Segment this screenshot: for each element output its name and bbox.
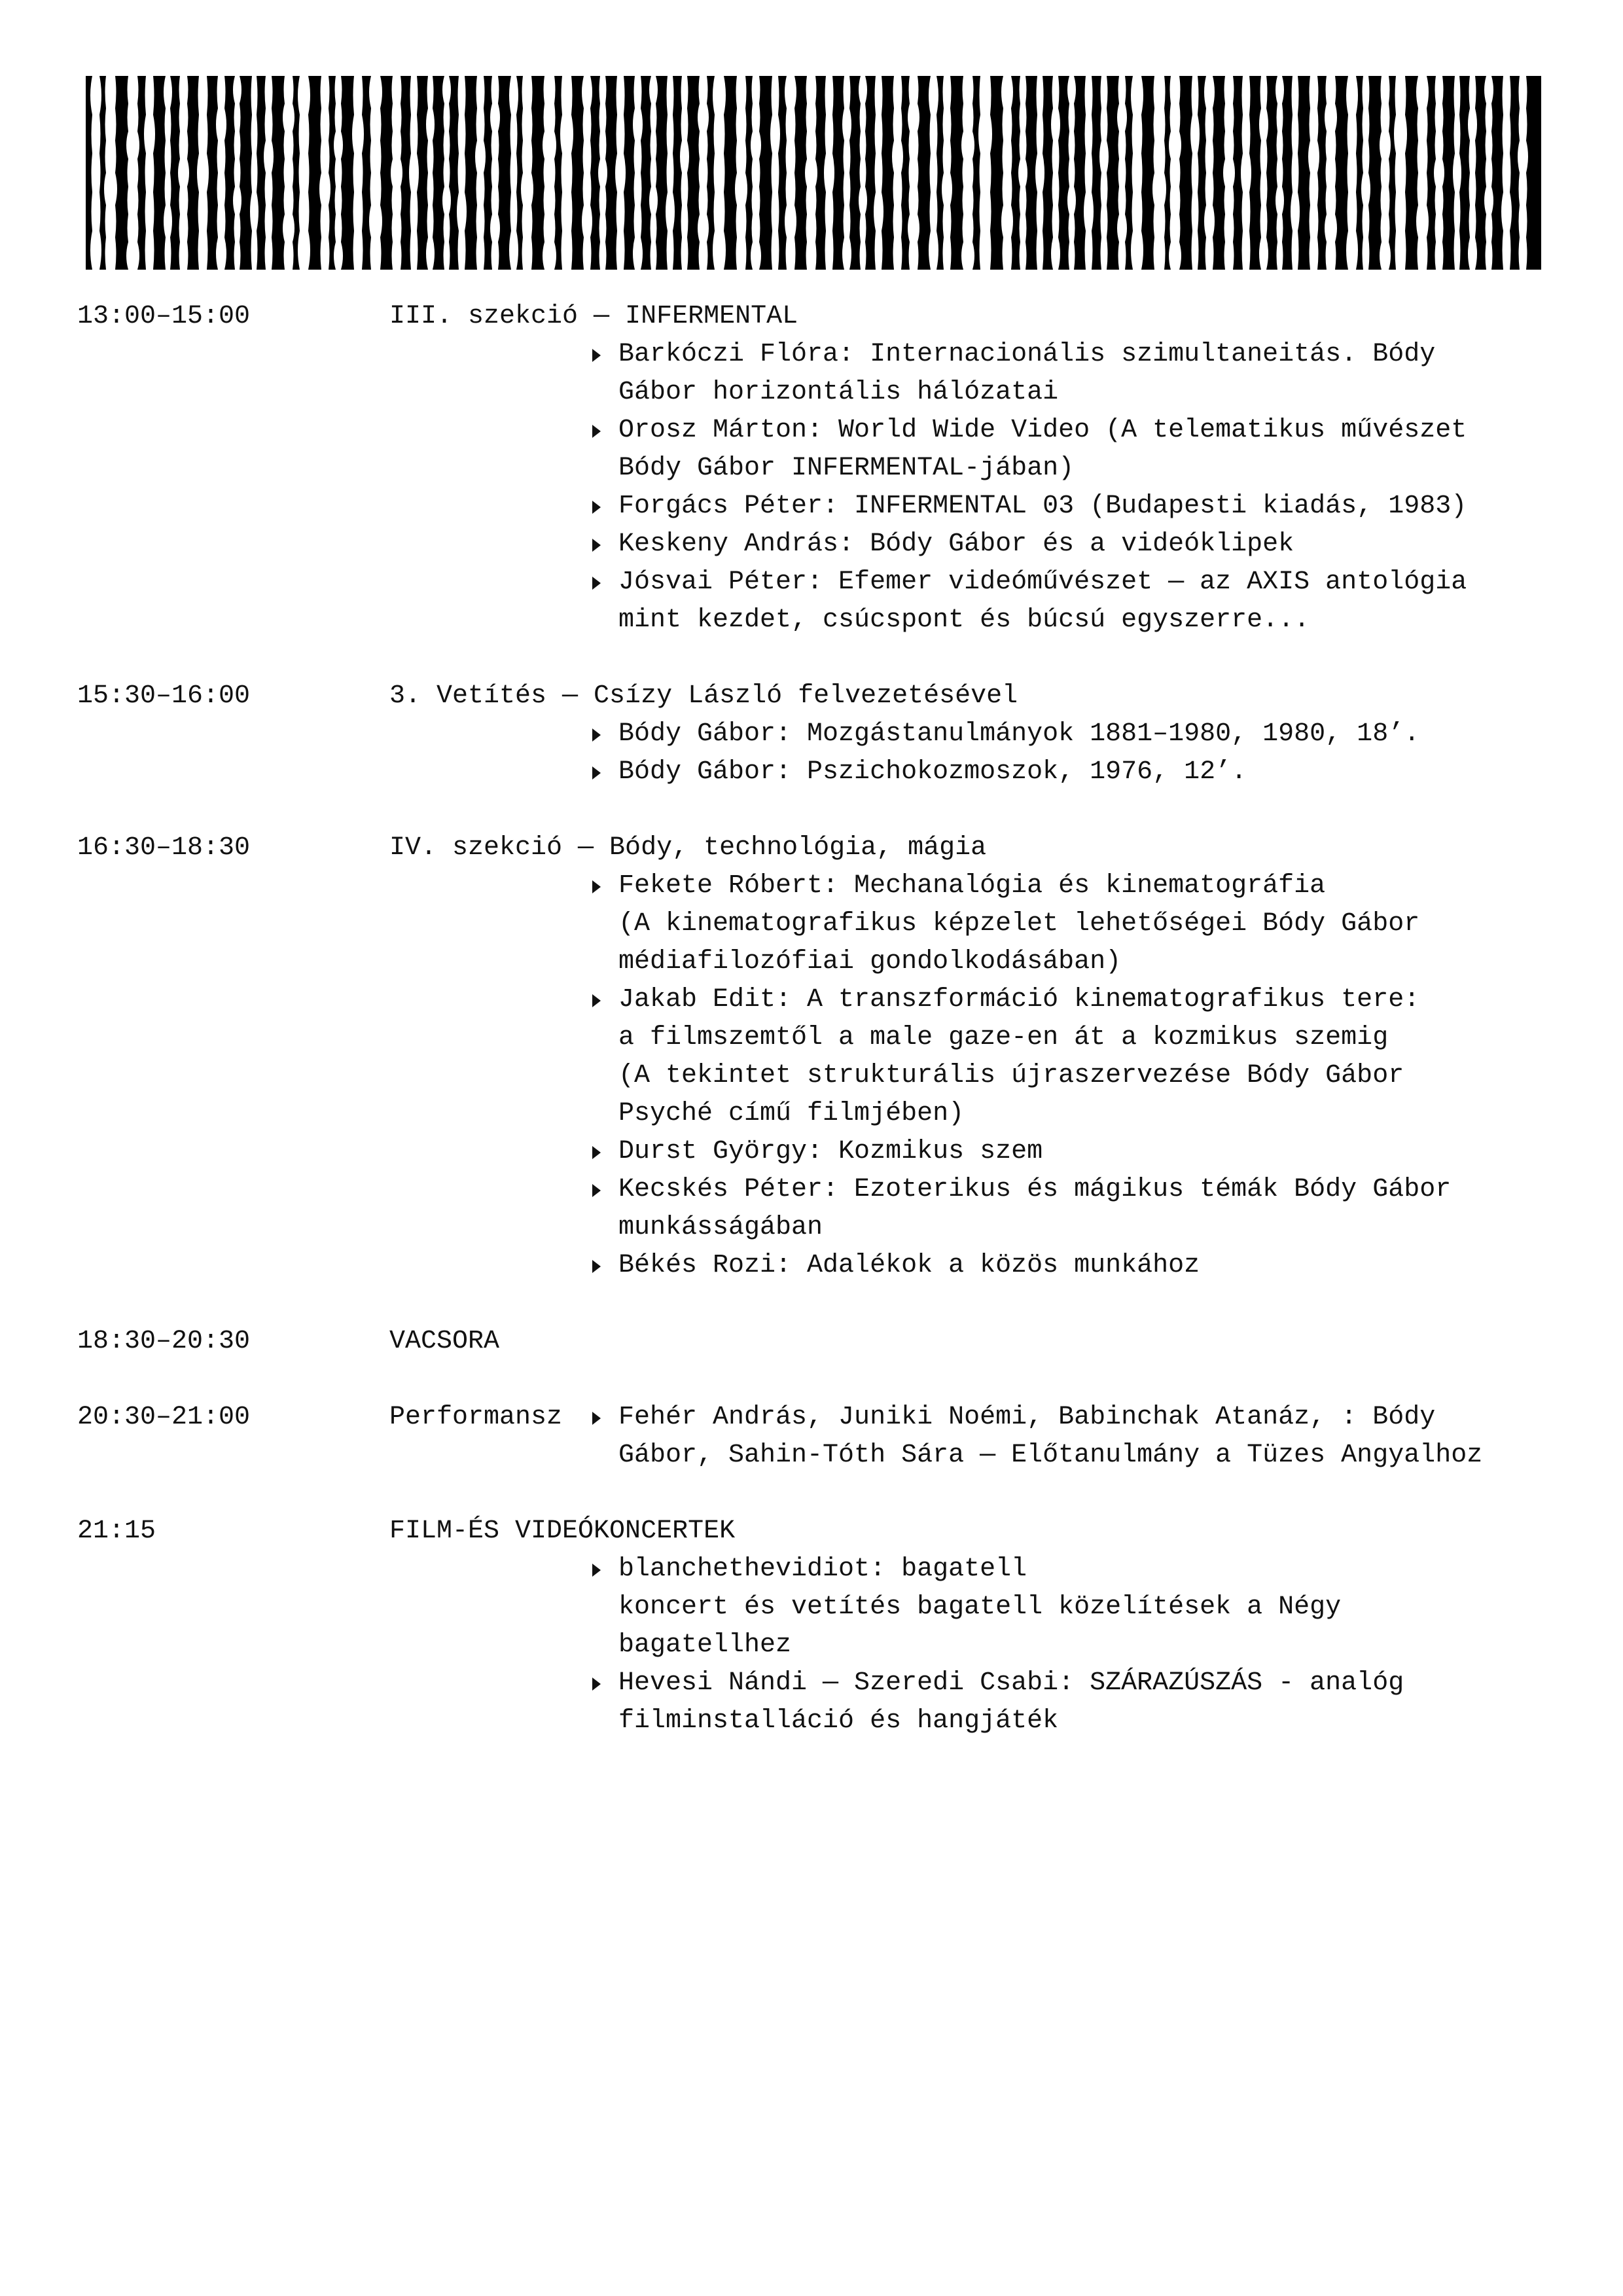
banner-stripe (250, 76, 259, 270)
banner-stripe (104, 76, 117, 270)
session-title: FILM-ÉS VIDEÓKONCERTEK (389, 1516, 736, 1546)
bullet-triangle-icon (592, 425, 601, 438)
banner-stripe (713, 76, 726, 270)
banner-stripe (1035, 76, 1044, 270)
session-items (77, 336, 1550, 639)
bullet-triangle-icon (592, 1564, 601, 1577)
session-time: 20:30–21:00 (77, 1403, 251, 1432)
item-text: Bódy Gábor: Mozgástanulmányok 1881–1980, 1980, 18’. (618, 719, 1420, 749)
list-item (618, 1171, 1550, 1247)
list-item (618, 412, 1550, 488)
item-text: Jósvai Péter: Efemer videóművészet — az AXIS antológia mint kezdet, csúcspont és búcsú egyszerre... (618, 567, 1467, 635)
list-item (618, 1133, 1550, 1171)
session-time: 16:30–18:30 (77, 833, 251, 863)
session-5 (77, 1399, 1550, 1475)
banner-stripe (1453, 76, 1461, 270)
banner-stripe (352, 76, 364, 270)
session-time: 18:30–20:30 (77, 1327, 251, 1356)
banner-stripe (1346, 76, 1358, 270)
session-time: 21:15 (77, 1516, 156, 1546)
item-text: Keskeny András: Bódy Gábor és a videóklipek (618, 529, 1294, 559)
list-item (618, 1247, 1550, 1285)
session-items (77, 867, 1550, 1285)
banner-stripe (1169, 76, 1181, 270)
banner-stripe (805, 76, 817, 270)
session-time: 15:30–16:00 (77, 681, 251, 711)
banner-stripe (1084, 76, 1094, 270)
banner-stripe (457, 76, 467, 270)
list-item (618, 753, 1550, 791)
bullet-triangle-icon (592, 349, 601, 362)
barcode-pattern-banner (86, 76, 1541, 270)
banner-stripe (1501, 76, 1512, 270)
item-text: Durst György: Kozmikus szem (618, 1137, 1043, 1166)
session-title: VACSORA (389, 1327, 500, 1356)
session-title: 3. Vetítés — Csízy László felvezetésével (389, 681, 1018, 711)
session-2 (77, 677, 1550, 791)
session-title: III. szekció — INFERMENTAL (389, 302, 798, 331)
banner-stripe (1291, 76, 1300, 270)
banner-stripe (770, 76, 780, 270)
banner-stripe (126, 76, 139, 270)
banner-stripe (1190, 76, 1200, 270)
banner-stripe (283, 76, 294, 270)
item-text: Kecskés Péter: Ezoterikus és mágikus témák Bódy Gábor munkásságában (618, 1175, 1452, 1242)
item-text: Forgács Péter: INFERMENTAL 03 (Budapesti kiadás, 1983) (618, 492, 1467, 521)
bullet-triangle-icon (592, 994, 601, 1007)
bullet-triangle-icon (592, 880, 601, 893)
item-text: Fekete Róbert: Mechanalógia és kinematográfia (A kinematografikus képzelet lehetőségei Bódy Gábor médiafilozófiai gondolkodásában) (618, 871, 1420, 977)
banner-stripe (197, 76, 209, 270)
banner-stripe (874, 76, 883, 270)
banner-stripe (666, 76, 675, 270)
session-3 (77, 829, 1550, 1285)
list-item (618, 981, 1550, 1133)
list-item (618, 488, 1550, 526)
item-text: Jakab Edit: A transzformáció kinematografikus tere: a filmszemtől a male gaze-en át a kozmikus szemig (A tekintet strukturális újraszervezése Bódy Gábor Psyché című filmjében) (618, 985, 1420, 1128)
item-text: Bódy Gábor: Pszichokozmoszok, 1976, 12’. (618, 757, 1247, 787)
bullet-triangle-icon (592, 539, 601, 552)
banner-stripe (90, 76, 101, 270)
list-item (618, 526, 1550, 564)
banner-stripe (1152, 76, 1166, 270)
item-text: Békés Rozi: Adalékok a közös munkához (618, 1251, 1200, 1280)
session-4 (77, 1323, 1550, 1361)
list-item (618, 336, 1550, 412)
item-text: Fehér András, Juniki Noémi, Babinchak Atanáz, : Bódy Gábor, Sahin-Tóth Sára — Előtanulmány a Tüzes Angyalhoz (618, 1403, 1483, 1470)
banner-stripe (560, 76, 573, 270)
session-time: 13:00–15:00 (77, 302, 251, 331)
banner-stripe (824, 76, 834, 270)
item-text: Orosz Márton: World Wide Video (A telematikus művészet Bódy Gábor INFERMENTAL-jában) (618, 416, 1467, 483)
list-item (618, 1399, 1550, 1475)
banner-stripe (1325, 76, 1337, 270)
banner-stripe (698, 76, 709, 270)
banner-stripe (409, 76, 419, 270)
bullet-triangle-icon (592, 501, 601, 514)
list-item (618, 1664, 1550, 1740)
list-item (618, 867, 1550, 981)
session-items (77, 715, 1550, 791)
banner-stripe (929, 76, 938, 270)
bullet-triangle-icon (592, 577, 601, 590)
banner-stripe (1241, 76, 1251, 270)
session-items (77, 1551, 1550, 1740)
item-text: Barkóczi Flóra: Internacionális szimultaneitás. Bódy Gábor horizontális hálózatai (618, 340, 1436, 407)
list-item (618, 715, 1550, 753)
banner-stripe (978, 76, 992, 270)
list-item (618, 564, 1550, 639)
banner-stripe (369, 76, 382, 270)
banner-stripe (908, 76, 919, 270)
item-text: Hevesi Nándi — Szeredi Csabi: SZÁRAZÚSZÁS - analóg filminstalláció és hangjáték (618, 1668, 1404, 1736)
bullet-triangle-icon (592, 1184, 601, 1197)
session-1 (77, 298, 1550, 639)
session-6 (77, 1513, 1550, 1740)
banner-stripe (961, 76, 974, 270)
bullet-triangle-icon (592, 1146, 601, 1159)
session-title: Performansz (389, 1403, 563, 1432)
bullet-triangle-icon (592, 1677, 601, 1691)
bullet-triangle-icon (592, 728, 601, 742)
banner-stripe (543, 76, 556, 270)
banner-stripe (615, 76, 626, 270)
banner-stripe (509, 76, 518, 270)
session-title: IV. szekció — Bódy, technológia, mágia (389, 833, 987, 863)
bullet-triangle-icon (592, 1412, 601, 1425)
banner-stripe (1131, 76, 1143, 270)
bullet-triangle-icon (592, 1260, 601, 1273)
schedule (77, 298, 1550, 1778)
banner-stripe (298, 76, 310, 270)
bullet-triangle-icon (592, 766, 601, 780)
list-item (618, 1551, 1550, 1664)
banner-stripe (1394, 76, 1407, 270)
banner-stripe (144, 76, 155, 270)
item-text: blanchethevidiot: bagatell koncert és vetítés bagatell közelítések a Négy bagatellhez (618, 1554, 1342, 1660)
